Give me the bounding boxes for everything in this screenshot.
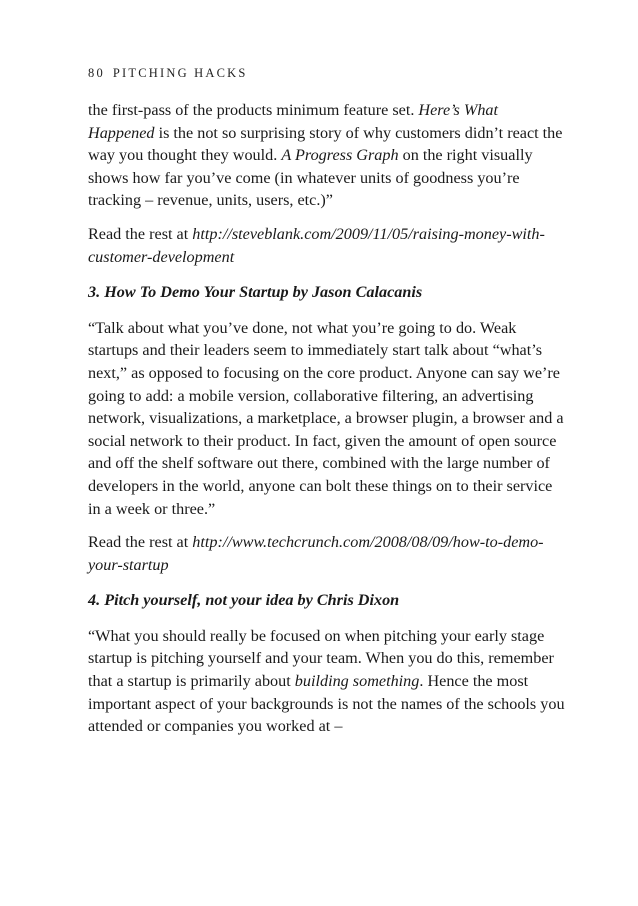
running-title: PITCHING HACKS <box>112 66 248 80</box>
section-heading-3: 3. How To Demo Your Startup by Jason Calacanis <box>88 283 423 302</box>
paragraph-continued <box>88 99 568 212</box>
body-text <box>88 99 568 738</box>
running-head <box>88 66 248 81</box>
text-run: is the not so surprising story of why customers didn’t react the way you thought they would. <box>88 123 563 165</box>
quote-paragraph: “Talk about what you’ve done, not what you’re going to do. Weak startups and their leaders seem to immediately start talk about “what’s next,” as opposed to focusing on the core product. Anyone can say we’re going to add: a mobile version, collaborative filtering, an advertising network, visualizations, a marketplace, a browser plugin, a browser and a social network to their product. In fact, given the amount of open source and off the shelf software out there, combined with the large number of developers in the world, anyone can bolt these things on to their service in a week or three.” <box>88 318 564 518</box>
text-run: “What you should really be focused on when pitching your early stage startup is pitching yourself and your team. When you do this, remember that a startup is primarily about <box>88 626 554 691</box>
text-run: . Hence the most important aspect of your backgrounds is not the names of the schools you attended or companies you worked at – <box>88 672 565 736</box>
read-more-prefix: Read the rest at <box>88 224 193 243</box>
read-more-prefix: Read the rest at <box>88 533 193 552</box>
section-heading-4: 4. Pitch yourself, not your idea by Chris Dixon <box>88 591 400 610</box>
read-more-line <box>88 223 568 268</box>
text-run: the first-pass of the products minimum feature set. <box>88 101 419 119</box>
read-more-url[interactable]: http://steveblank.com/2009/11/05/raising-money-with-customer-development <box>88 224 545 266</box>
read-more-line <box>88 531 568 576</box>
italic-title-progress-graph: A Progress Graph <box>281 146 399 165</box>
read-more-url[interactable]: http://www.techcrunch.com/2008/08/09/how-to-demo-your-startup <box>88 533 544 574</box>
italic-title-heres-what-happened: Here’s What Happened <box>88 101 498 142</box>
text-run: on the right visually shows how far you’ve come (in whatever units of goodness you’re tracking – revenue, units, users, etc.)” <box>88 146 533 210</box>
italic-emphasis: building something <box>294 672 420 691</box>
page-number: 80 <box>88 66 105 80</box>
quote-paragraph <box>88 625 568 738</box>
